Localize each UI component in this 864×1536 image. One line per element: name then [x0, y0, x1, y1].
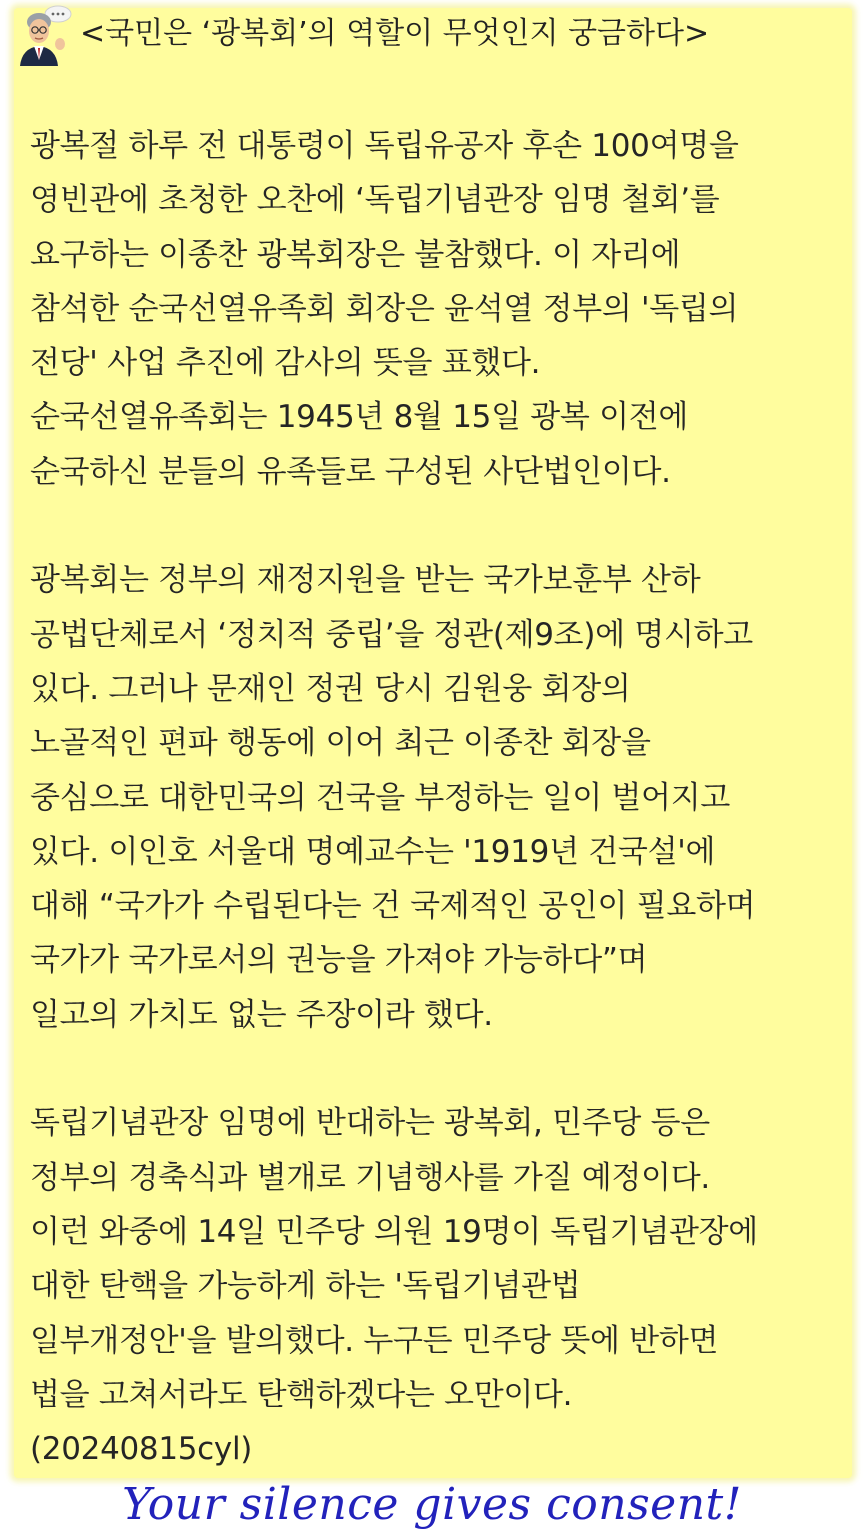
paragraph-spacer: [30, 499, 850, 553]
text-line: 순국선열유족회는 1945년 8월 15일 광복 이전에: [30, 399, 689, 436]
paragraph-spacer: [30, 1042, 850, 1096]
text-line: 있다. 그러나 문재인 정권 당시 김원웅 회장의: [30, 670, 631, 707]
text-line: 공법단체로서 ‘정치적 중립’을 정관(제9조)에 명시하고: [30, 616, 753, 653]
slogan: Your silence gives consent!: [122, 1479, 742, 1530]
text-line: 국가가 국가로서의 권능을 가져야 가능하다”며: [30, 942, 648, 979]
paragraph-2: [30, 553, 850, 1042]
text-line: 있다. 이인호 서울대 명예교수는 '1919년 건국설'에: [30, 833, 716, 870]
text-line: 노골적인 편파 행동에 이어 최근 이종찬 회장을: [30, 725, 651, 762]
text-line: 이런 와중에 14일 민주당 의원 19명이 독립기념관장에: [30, 1213, 758, 1250]
text-line: 참석한 순국선열유족회 회장은 윤석열 정부의 '독립의: [30, 290, 739, 327]
text-line: 법을 고쳐서라도 탄핵하겠다는 오만이다.: [30, 1376, 573, 1413]
text-line: 중심으로 대한민국의 건국을 부정하는 일이 벌어지고: [30, 779, 730, 816]
text-line: 광복회는 정부의 재정지원을 받는 국가보훈부 산하: [30, 562, 701, 599]
text-line: 광복절 하루 전 대통령이 독립유공자 후손 100여명을: [30, 128, 739, 164]
paragraph-3: [30, 1096, 850, 1476]
text-line: 일부개정안'을 발의했다. 누구든 민주당 뜻에 반하면: [30, 1322, 719, 1359]
paragraph-1: [30, 119, 850, 499]
text-line: 정부의 경축식과 별개로 기념행사를 가질 예정이다.: [30, 1159, 710, 1196]
text-line: 대해 “국가가 수립된다는 건 국제적인 공인이 필요하며: [30, 888, 756, 925]
article-body: [30, 119, 850, 1476]
author-avatar-icon: [12, 4, 76, 68]
page-title: <국민은 ‘광복회’의 역할이 무엇인지 궁금하다>: [80, 16, 710, 51]
text-line: 전당' 사업 추진에 감사의 뜻을 표했다.: [30, 345, 541, 382]
text-line: 대한 탄핵을 가능하게 하는 '독립기념관법: [30, 1268, 581, 1305]
text-line: 영빈관에 초청한 오찬에 ‘독립기념관장 임명 철회’를: [30, 182, 720, 219]
text-line: 순국하신 분들의 유족들로 구성된 사단법인이다.: [30, 453, 671, 490]
text-line: 일고의 가치도 없는 주장이라 했다.: [30, 996, 493, 1033]
text-line: (20240815cyl): [30, 1431, 253, 1468]
text-line: 독립기념관장 임명에 반대하는 광복회, 민주당 등은: [30, 1105, 710, 1142]
text-line: 요구하는 이종찬 광복회장은 불참했다. 이 자리에: [30, 236, 681, 273]
